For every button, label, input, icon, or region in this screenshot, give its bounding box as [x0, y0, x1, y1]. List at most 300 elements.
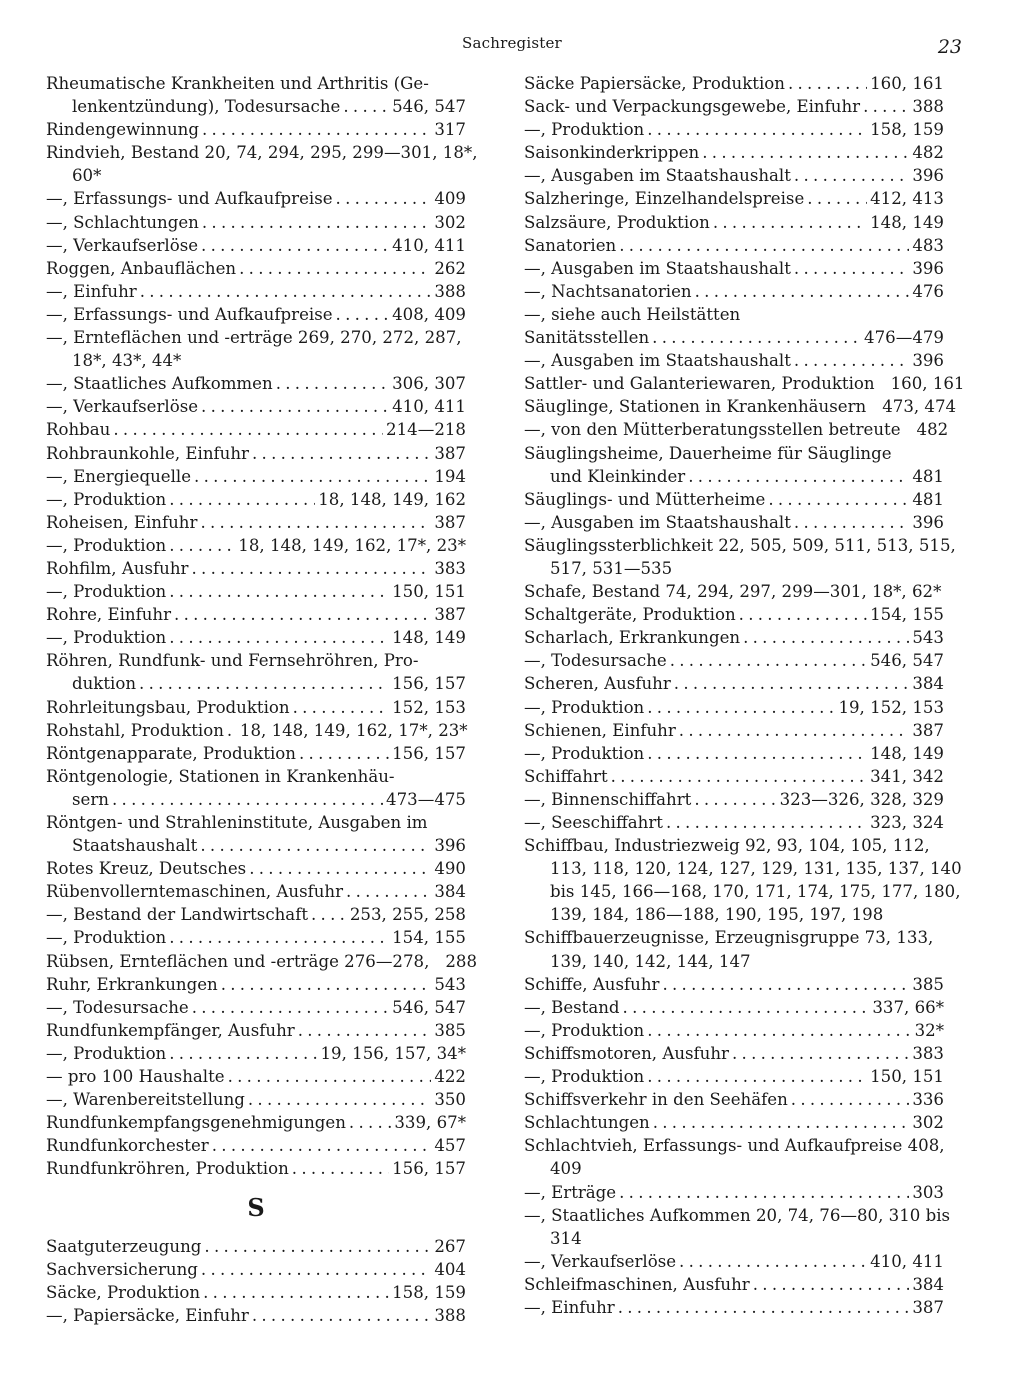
entry-term: Röntgenapparate, Produktion	[46, 743, 296, 763]
entry-pages: 148, 149	[870, 212, 944, 232]
entry-term: —, Produktion	[46, 489, 167, 509]
index-entry-text: —, Ernteflächen und -erträge 269, 270, 272, 287,	[46, 328, 462, 348]
entry-term: Saatguterzeugung	[46, 1236, 202, 1256]
dot-leader	[679, 719, 910, 742]
index-column-left	[46, 72, 478, 1327]
dot-leader	[753, 1273, 910, 1296]
index-entry-text: 314	[550, 1228, 582, 1248]
entry-pages: 160, 161	[890, 374, 965, 394]
entry-term: Rohbraunkohle, Einfuhr	[46, 443, 249, 463]
dot-leader	[212, 1134, 432, 1157]
entry-term: und Kleinkinder	[550, 466, 686, 486]
dot-leader	[794, 257, 909, 280]
entry-term: —, Produktion	[46, 628, 167, 648]
dot-leader	[695, 280, 910, 303]
index-entry	[46, 1281, 466, 1304]
entry-term: —, Einfuhr	[46, 281, 137, 301]
entry-pages: 387	[912, 1297, 944, 1317]
dot-leader	[611, 765, 867, 788]
entry-pages: 154, 155	[870, 605, 944, 625]
entry-term: Rohbau	[46, 420, 111, 440]
running-head: Sachregister	[462, 34, 562, 52]
index-entry	[46, 511, 466, 534]
entry-pages: 18, 148, 149, 162, 17*, 23*	[239, 720, 468, 740]
index-entry	[524, 672, 944, 695]
dot-leader	[336, 187, 432, 210]
entry-pages: 158, 159	[392, 1282, 466, 1302]
index-entry	[524, 257, 944, 280]
index-entry-text: Schiffbauerzeugnisse, Erzeugnisgruppe 73, 133,	[524, 928, 934, 948]
dot-leader	[249, 857, 431, 880]
index-entry	[524, 626, 944, 649]
index-entry	[46, 926, 466, 949]
entry-term: —, Papiersäcke, Einfuhr	[46, 1305, 249, 1325]
dot-leader	[248, 1088, 431, 1111]
entry-term: Rotes Kreuz, Deutsches	[46, 859, 247, 879]
entry-term: —, Erträge	[524, 1182, 617, 1202]
dot-leader	[647, 1019, 911, 1042]
entry-pages: 19, 156, 157, 34*	[320, 1043, 466, 1063]
entry-pages: 18, 148, 149, 162, 17*, 23*	[238, 535, 466, 555]
entry-term: lenkentzündung), Todesursache	[72, 97, 341, 117]
entry-term: Säuglinge, Stationen in Krankenhäusern	[524, 397, 867, 417]
entry-pages: 262	[434, 258, 466, 278]
index-entry-text: 139, 184, 186—188, 190, 195, 197, 198	[550, 905, 884, 925]
entry-pages: 150, 151	[392, 582, 466, 602]
index-entry	[46, 903, 466, 926]
index-entry	[46, 1065, 466, 1088]
index-entry	[524, 1273, 944, 1296]
dot-leader	[203, 1281, 389, 1304]
entry-pages: 543	[434, 974, 466, 994]
dot-leader	[336, 303, 390, 326]
entry-term: sern	[72, 789, 109, 809]
entry-term: —, Erfassungs- und Aufkaufpreise	[46, 189, 333, 209]
entry-pages: 302	[912, 1113, 944, 1133]
entry-pages: 154, 155	[392, 928, 466, 948]
entry-term: Schiffahrt	[524, 766, 608, 786]
index-entry	[46, 580, 466, 603]
dot-leader	[739, 603, 867, 626]
index-entry	[524, 72, 944, 95]
page-number: 23	[937, 36, 962, 58]
dot-leader	[743, 626, 909, 649]
index-entry	[46, 118, 466, 141]
dot-leader	[169, 580, 389, 603]
index-entry	[524, 326, 944, 349]
entry-term: —, Verkaufserlöse	[524, 1251, 677, 1271]
entry-pages: 336	[912, 1090, 944, 1110]
index-entry	[524, 973, 944, 996]
entry-pages: 267	[434, 1236, 466, 1256]
index-entry	[46, 1111, 466, 1134]
entry-pages: 341, 342	[870, 766, 944, 786]
entry-term: —, Binnenschiffahrt	[524, 789, 692, 809]
dot-leader	[694, 788, 776, 811]
entry-term: —, Produktion	[524, 120, 645, 140]
dot-leader	[794, 511, 909, 534]
index-entry	[524, 349, 944, 372]
index-entry	[46, 488, 466, 511]
dot-leader	[227, 719, 237, 742]
index-entry	[46, 1258, 466, 1281]
entry-pages: 387	[434, 512, 466, 532]
entry-pages: 148, 149	[392, 628, 466, 648]
entry-term: Salzsäure, Produktion	[524, 212, 710, 232]
entry-term: Rundfunkempfänger, Ausfuhr	[46, 1020, 295, 1040]
entry-pages: 253, 255, 258	[349, 905, 466, 925]
dot-leader	[679, 1250, 867, 1273]
dot-leader	[169, 626, 389, 649]
index-entry	[46, 211, 466, 234]
entry-pages: 396	[434, 836, 466, 856]
index-entry	[46, 1157, 466, 1180]
index-entry	[46, 973, 466, 996]
index-entry	[524, 1181, 944, 1204]
index-entry	[524, 418, 949, 441]
entry-term: —, Einfuhr	[524, 1297, 615, 1317]
entry-term: Rundfunkröhren, Produktion	[46, 1159, 289, 1179]
index-entry-text: 113, 118, 120, 124, 127, 129, 131, 135, 137, 140	[550, 859, 962, 879]
entry-pages: 194	[434, 466, 466, 486]
dot-leader	[140, 280, 432, 303]
entry-pages: 388	[434, 1305, 466, 1325]
index-entry	[46, 187, 466, 210]
entry-term: Schiffsverkehr in den Seehäfen	[524, 1090, 788, 1110]
entry-pages: 396	[912, 351, 944, 371]
entry-term: Rübsen, Ernteflächen und -erträge 276—278,	[46, 951, 430, 971]
dot-leader	[343, 95, 389, 118]
entry-term: Roggen, Anbauflächen	[46, 258, 237, 278]
dot-leader	[239, 257, 431, 280]
entry-pages: 384	[912, 674, 944, 694]
index-entry	[46, 1042, 466, 1065]
entry-pages: 19, 152, 153	[838, 697, 944, 717]
dot-leader	[647, 696, 835, 719]
entry-pages: 156, 157	[392, 743, 466, 763]
entry-term: Säcke Papiersäcke, Produktion	[524, 74, 785, 93]
dot-leader	[299, 742, 389, 765]
entry-term: Schienen, Einfuhr	[524, 720, 676, 740]
entry-term: —, Ausgaben im Staatshaushalt	[524, 258, 791, 278]
dot-leader	[201, 234, 389, 257]
entry-term: Schlachtungen	[524, 1113, 650, 1133]
index-entry	[46, 395, 466, 418]
index-entry	[46, 418, 466, 441]
entry-pages: 410, 411	[870, 1251, 944, 1271]
index-entry-text: Säuglingsheime, Dauerheime für Säuglinge	[524, 443, 892, 463]
entry-term: —, Seeschiffahrt	[524, 813, 663, 832]
index-entry	[524, 511, 944, 534]
entry-pages: 383	[434, 558, 466, 578]
dot-leader	[794, 349, 909, 372]
dot-leader	[662, 973, 909, 996]
index-entry-text: 18*, 43*, 44*	[72, 351, 182, 371]
entry-term: Rindengewinnung	[46, 120, 199, 140]
entry-pages: 385	[912, 974, 944, 994]
entry-pages: 150, 151	[870, 1067, 944, 1087]
entry-term: —, Produktion	[524, 697, 645, 717]
entry-pages: 409	[434, 189, 466, 209]
entry-pages: 337, 66*	[872, 997, 944, 1017]
index-entry	[46, 257, 466, 280]
index-entry	[46, 372, 466, 395]
index-entry	[46, 950, 478, 973]
dot-leader	[794, 164, 909, 187]
entry-pages: 317	[434, 120, 466, 140]
dot-leader	[169, 534, 235, 557]
dot-leader	[618, 1296, 910, 1319]
index-entry	[524, 164, 944, 187]
entry-pages: 396	[912, 166, 944, 186]
entry-term: Scheren, Ausfuhr	[524, 674, 671, 694]
entry-term: —, Ausgaben im Staatshaushalt	[524, 351, 791, 371]
index-entry	[524, 1250, 944, 1273]
index-entry	[46, 788, 466, 811]
entry-pages: 473, 474	[882, 397, 957, 417]
entry-term: Sack- und Verpackungsgewebe, Einfuhr	[524, 97, 861, 117]
index-entry-text: Röntgenologie, Stationen in Krankenhäu-	[46, 766, 395, 786]
entry-pages: 323—326, 328, 329	[779, 789, 944, 809]
dot-leader	[652, 326, 861, 349]
dot-leader	[768, 488, 909, 511]
dot-leader	[653, 1111, 910, 1134]
index-entry	[46, 719, 466, 742]
dot-leader	[292, 1157, 389, 1180]
index-entry	[46, 603, 466, 626]
dot-leader	[647, 742, 867, 765]
dot-leader	[139, 672, 389, 695]
index-entry	[46, 234, 466, 257]
index-entry	[46, 303, 466, 326]
entry-term: —, Erfassungs- und Aufkaufpreise	[46, 304, 333, 324]
dot-leader	[863, 95, 909, 118]
entry-pages: 160, 161	[870, 74, 944, 93]
dot-leader	[276, 372, 389, 395]
dot-leader	[200, 511, 431, 534]
index-entry	[524, 95, 944, 118]
dot-leader	[113, 418, 383, 441]
entry-pages: 303	[912, 1182, 944, 1202]
entry-pages: 383	[912, 1043, 944, 1063]
index-column-right	[524, 72, 965, 1319]
dot-leader	[311, 903, 347, 926]
entry-pages: 396	[912, 512, 944, 532]
entry-term: Sachversicherung	[46, 1259, 198, 1279]
dot-leader	[346, 880, 431, 903]
index-entry	[46, 1134, 466, 1157]
entry-pages: 306, 307	[392, 374, 466, 394]
index-entry	[524, 372, 965, 395]
index-entry	[524, 488, 944, 511]
entry-pages: 396	[912, 258, 944, 278]
index-entry-text: Rheumatische Krankheiten und Arthritis (Ge-	[46, 74, 429, 93]
entry-term: Säcke, Produktion	[46, 1282, 201, 1302]
entry-term: —, Nachtsanatorien	[524, 281, 692, 301]
entry-pages: 350	[434, 1090, 466, 1110]
index-entry-text: bis 145, 166—168, 170, 171, 174, 175, 177, 180,	[550, 882, 961, 902]
entry-term: —, Energiequelle	[46, 466, 192, 486]
dot-leader	[619, 1181, 909, 1204]
entry-pages: 384	[912, 1274, 944, 1294]
index-entry-text: 517, 531—535	[550, 558, 673, 578]
entry-pages: 410, 411	[392, 397, 466, 417]
entry-term: —, Bestand	[524, 997, 620, 1017]
entry-term: —, von den Mütterberatungsstellen betreute	[524, 420, 901, 440]
index-entry	[46, 857, 466, 880]
index-entry	[524, 788, 944, 811]
index-entry-text: Schiffbau, Industriezweig 92, 93, 104, 105, 112,	[524, 836, 930, 856]
entry-term: —, Bestand der Landwirtschaft	[46, 905, 308, 925]
entry-pages: 388	[912, 97, 944, 117]
dot-leader	[221, 973, 432, 996]
dot-leader	[732, 1042, 909, 1065]
index-entry	[46, 465, 466, 488]
index-entry	[46, 557, 466, 580]
dot-leader	[200, 834, 431, 857]
entry-term: Rohfilm, Ausfuhr	[46, 558, 189, 578]
index-entry	[46, 1235, 466, 1258]
entry-term: —, Verkaufserlöse	[46, 397, 199, 417]
dot-leader	[623, 996, 870, 1019]
entry-term: —, Produktion	[524, 1020, 645, 1040]
entry-term: Schleifmaschinen, Ausfuhr	[524, 1274, 750, 1294]
entry-pages: 214—218	[386, 420, 466, 440]
entry-pages: 156, 157	[392, 674, 466, 694]
entry-term: —, Ausgaben im Staatshaushalt	[524, 166, 791, 186]
dot-leader	[807, 187, 867, 210]
entry-pages: 384	[434, 882, 466, 902]
entry-pages: 32*	[914, 1020, 944, 1040]
index-entry-text: Rindvieh, Bestand 20, 74, 294, 295, 299—301, 18*,	[46, 143, 478, 163]
entry-term: —, Ausgaben im Staatshaushalt	[524, 512, 791, 532]
index-entry	[524, 211, 944, 234]
index-entry	[524, 280, 944, 303]
dot-leader	[192, 996, 389, 1019]
index-entry	[46, 534, 466, 557]
entry-pages: 410, 411	[392, 235, 466, 255]
index-entry	[524, 765, 944, 788]
index-entry	[46, 880, 466, 903]
entry-pages: 387	[434, 443, 466, 463]
entry-pages: 302	[434, 212, 466, 232]
dot-leader	[169, 488, 315, 511]
dot-leader	[666, 811, 867, 834]
index-entry	[46, 996, 466, 1019]
index-entry	[524, 1042, 944, 1065]
index-entry	[46, 1088, 466, 1111]
dot-leader	[201, 1258, 431, 1281]
entry-pages: 18, 148, 149, 162	[318, 489, 466, 509]
entry-term: Staatshaushalt	[72, 836, 198, 856]
entry-term: Rohrleitungsbau, Produktion	[46, 697, 290, 717]
dot-leader	[788, 72, 867, 95]
entry-pages: 476—479	[864, 328, 944, 348]
entry-term: Schaltgeräte, Produktion	[524, 605, 736, 625]
index-entry-text: Säuglingssterblichkeit 22, 505, 509, 511, 513, 515,	[524, 535, 956, 555]
entry-pages: 148, 149	[870, 743, 944, 763]
entry-pages: 473—475	[386, 789, 466, 809]
dot-leader	[670, 649, 867, 672]
entry-term: Rübenvollerntemaschinen, Ausfuhr	[46, 882, 344, 902]
index-entry	[46, 742, 466, 765]
entry-pages: 156, 157	[392, 1159, 466, 1179]
entry-pages: 481	[912, 489, 944, 509]
dot-leader	[713, 211, 867, 234]
entry-pages: 482	[912, 143, 944, 163]
dot-leader	[204, 1235, 431, 1258]
entry-term: —, Produktion	[46, 582, 167, 602]
index-entry	[46, 696, 466, 719]
index-entry	[524, 603, 944, 626]
index-entry-text: Schafe, Bestand 74, 294, 297, 299—301, 18*, 62*	[524, 582, 942, 602]
entry-term: Rohstahl, Produktion	[46, 720, 224, 740]
dot-leader	[293, 696, 390, 719]
entry-term: —, Todesursache	[524, 651, 667, 671]
entry-term: Sanatorien	[524, 235, 617, 255]
entry-pages: 412, 413	[870, 189, 944, 209]
entry-term: Ruhr, Erkrankungen	[46, 974, 218, 994]
entry-term: —, Warenbereitstellung	[46, 1090, 245, 1110]
entry-term: Roheisen, Einfuhr	[46, 512, 198, 532]
index-entry	[524, 187, 944, 210]
index-entry-text: 60*	[72, 166, 102, 186]
dot-leader	[169, 926, 389, 949]
index-entry	[524, 141, 944, 164]
index-entry-text: Röhren, Rundfunk- und Fernsehröhren, Pro-	[46, 651, 419, 671]
entry-pages: 546, 547	[870, 651, 944, 671]
letter-heading: S	[247, 1192, 265, 1222]
entry-pages: 476	[912, 281, 944, 301]
entry-term: Salzheringe, Einzelhandelspreise	[524, 189, 805, 209]
dot-leader	[688, 465, 909, 488]
index-entry	[46, 95, 466, 118]
dot-leader	[228, 1065, 432, 1088]
index-entry	[46, 280, 466, 303]
dot-leader	[191, 557, 431, 580]
dot-leader	[674, 672, 910, 695]
index-entry	[524, 1019, 944, 1042]
index-entry-text: —, Staatliches Aufkommen 20, 74, 76—80, 310 bis	[524, 1205, 951, 1225]
dot-leader	[702, 141, 909, 164]
entry-pages: 457	[434, 1136, 466, 1156]
entry-term: —, Schlachtungen	[46, 212, 199, 232]
entry-pages: 481	[912, 466, 944, 486]
index-entry-text: Schlachtvieh, Erfassungs- und Aufkaufpreise 408,	[524, 1136, 945, 1156]
index-entry-text: —, siehe auch Heilstätten	[524, 304, 741, 324]
index-entry	[46, 442, 466, 465]
entry-pages: 387	[912, 720, 944, 740]
dot-leader	[169, 1042, 317, 1065]
entry-pages: 288	[445, 951, 478, 971]
index-entry	[524, 742, 944, 765]
dot-leader	[112, 788, 383, 811]
entry-term: Schiffsmotoren, Ausfuhr	[524, 1043, 729, 1063]
index-entry	[46, 626, 466, 649]
index-entry	[524, 1111, 944, 1134]
entry-pages: 404	[434, 1259, 466, 1279]
index-entry	[524, 696, 944, 719]
entry-pages: 490	[434, 859, 466, 879]
entry-term: Rohre, Einfuhr	[46, 605, 172, 625]
entry-term: Sanitätsstellen	[524, 328, 650, 348]
entry-term: duktion	[72, 674, 137, 694]
entry-pages: 323, 324	[870, 813, 944, 832]
entry-pages: 543	[912, 628, 944, 648]
index-entry	[524, 395, 957, 418]
entry-pages: 482	[916, 420, 949, 440]
dot-leader	[194, 465, 431, 488]
